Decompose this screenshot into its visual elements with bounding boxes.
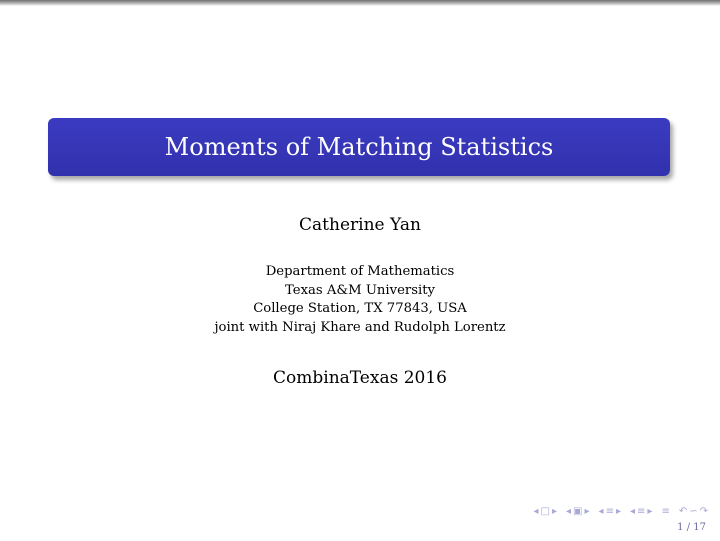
- nav-search-group: [679, 507, 708, 517]
- nav-section-group: [599, 507, 621, 517]
- nav-part-next-icon[interactable]: ▸: [647, 505, 653, 517]
- institute-line-coauthors: joint with Niraj Khare and Rudolph Lorentz: [214, 319, 506, 335]
- author-name: Catherine Yan: [299, 215, 421, 235]
- nav-document-icon[interactable]: ≡: [661, 506, 670, 517]
- nav-subsection-prev-icon[interactable]: ◂: [566, 505, 572, 517]
- nav-frame-prev-icon[interactable]: ◂: [533, 505, 539, 517]
- nav-search-icon[interactable]: ∽: [689, 505, 698, 517]
- event-name: CombinaTexas 2016: [273, 368, 447, 388]
- top-shadow-bar: [0, 0, 720, 6]
- nav-subsection-icon[interactable]: ▣: [573, 505, 583, 517]
- nav-frame-next-icon[interactable]: ▸: [551, 505, 558, 517]
- nav-frame-group: [534, 507, 558, 517]
- title-box: [48, 118, 670, 176]
- nav-forward-icon[interactable]: ↷: [699, 505, 708, 517]
- nav-section-prev-icon[interactable]: ◂: [598, 505, 604, 517]
- nav-subsection-group: [566, 507, 590, 517]
- nav-part-prev-icon[interactable]: ◂: [629, 505, 636, 517]
- institute-line-university: Texas A&M University: [285, 282, 435, 298]
- navigation-bar: [534, 506, 709, 517]
- nav-section-icon[interactable]: ≡: [605, 505, 614, 517]
- institute-line-department: Department of Mathematics: [265, 264, 455, 279]
- nav-section-next-icon[interactable]: ▸: [615, 505, 621, 517]
- institute-line-address: College Station, TX 77843, USA: [253, 301, 467, 316]
- nav-part-icon[interactable]: ≡: [637, 505, 646, 517]
- nav-part-group: [630, 507, 652, 517]
- nav-back-icon[interactable]: ↶: [678, 505, 688, 517]
- institute-block: [0, 263, 720, 337]
- slide-title: Moments of Matching Statistics: [164, 133, 554, 161]
- slide-page-number: 1 / 17: [677, 522, 706, 533]
- nav-subsection-next-icon[interactable]: ▸: [584, 505, 590, 517]
- nav-frame-icon[interactable]: □: [540, 505, 550, 517]
